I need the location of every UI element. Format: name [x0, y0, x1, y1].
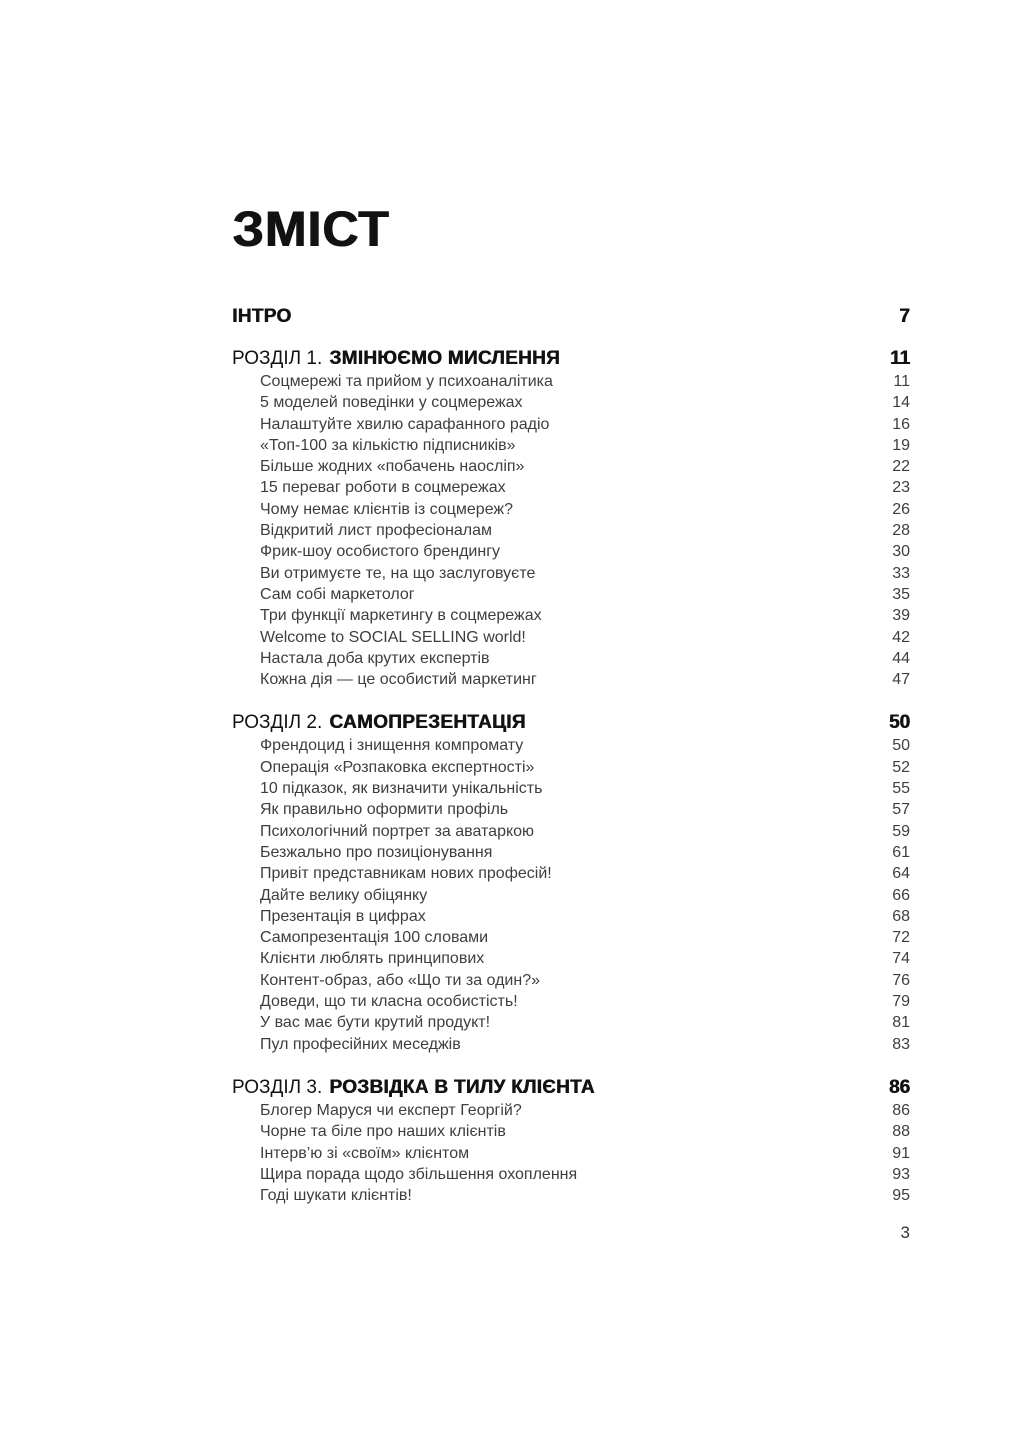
toc-entry	[232, 970, 910, 991]
toc-entry	[232, 520, 910, 541]
toc-entry-label: Як правильно оформити профіль	[260, 801, 509, 819]
toc-entry	[232, 456, 910, 477]
toc-entry-page-number: 14	[892, 394, 910, 412]
toc-entry	[232, 735, 910, 756]
toc-entry-page-number: 64	[892, 865, 910, 883]
toc-entry-page-number: 61	[892, 843, 910, 861]
toc-entry-page-number: 33	[892, 564, 910, 582]
toc-content	[232, 0, 910, 1206]
toc-entry-label: Welcome to SOCIAL SELLING world!	[260, 628, 526, 646]
toc-entry-label: Презентація в цифрах	[260, 907, 426, 925]
toc-entry-page-number: 55	[892, 780, 910, 798]
toc-entry-page-number: 59	[892, 822, 910, 840]
toc-entry-page-number: 74	[892, 950, 910, 968]
toc-entry	[232, 927, 910, 948]
toc-entry	[232, 1121, 910, 1142]
toc-entry	[232, 842, 910, 863]
toc-entry-label: 15 переваг роботи в соцмережах	[260, 479, 506, 497]
toc-entry	[232, 778, 910, 799]
toc-entry	[232, 1034, 910, 1055]
chapter-title: САМОПРЕЗЕНТАЦІЯ	[329, 712, 526, 734]
toc-entry-page-number: 95	[892, 1187, 910, 1205]
intro-label: ІНТРО	[232, 306, 292, 327]
toc-entry-page-number: 28	[892, 522, 910, 540]
toc-entry-page-number: 22	[892, 458, 910, 476]
toc-entry	[232, 605, 910, 626]
toc-entry	[232, 563, 910, 584]
chapters-container	[232, 347, 910, 1206]
toc-entry-label: Френдоцид і знищення компромату	[260, 737, 524, 755]
toc-entry	[232, 799, 910, 820]
toc-entry-label: «Топ-100 за кількістю підписників»	[260, 436, 516, 454]
toc-entry-label: Блогер Маруся чи експерт Георгій?	[260, 1101, 522, 1119]
toc-entry-label: Дайте велику обіцянку	[260, 886, 428, 904]
toc-entry	[232, 371, 910, 392]
toc-entry	[232, 757, 910, 778]
intro-page-number: 7	[899, 306, 910, 327]
toc-entry	[232, 1012, 910, 1033]
chapter-heading-row	[232, 1076, 910, 1100]
toc-entry-label: Відкритий лист професіоналам	[260, 522, 493, 540]
toc-entry-page-number: 57	[892, 801, 910, 819]
toc-entry-page-number: 42	[892, 628, 910, 646]
toc-entry-page-number: 76	[892, 971, 910, 989]
toc-entry-label: Безжально про позиціонування	[260, 843, 493, 861]
toc-entry	[232, 499, 910, 520]
chapter-items	[232, 371, 910, 690]
toc-entry-label: Настала доба крутих експертів	[260, 649, 490, 667]
chapter-page-number: 11	[889, 348, 910, 369]
toc-entry-label: Інтерв’ю зі «своїм» клієнтом	[260, 1144, 470, 1162]
chapter-number-label: РОЗДІЛ 1.	[232, 348, 323, 369]
toc-chapter	[232, 347, 910, 690]
toc-entry	[232, 1185, 910, 1206]
toc-entry-page-number: 19	[892, 436, 910, 454]
toc-entry	[232, 885, 910, 906]
toc-entry-page-number: 91	[892, 1144, 910, 1162]
toc-entry-page-number: 26	[892, 500, 910, 518]
toc-entry-label: 10 підказок, як визначити унікальність	[260, 780, 543, 798]
toc-entry-label: Годі шукати клієнтів!	[260, 1187, 412, 1205]
toc-entry-label: Чорне та біле про наших клієнтів	[260, 1123, 506, 1141]
toc-entry-label: Соцмережі та прийом у психоаналітика	[260, 373, 553, 390]
toc-entry	[232, 477, 910, 498]
chapter-heading-text	[232, 1076, 595, 1100]
toc-entry-label: Пул професійних меседжів	[260, 1035, 461, 1053]
toc-entry-label: Доведи, що ти класна особистість!	[260, 993, 518, 1011]
toc-entry	[232, 948, 910, 969]
toc-entry-page-number: 23	[892, 479, 910, 497]
page-footer	[901, 1222, 910, 1244]
toc-entry-page-number: 72	[892, 929, 910, 947]
toc-entry-page-number: 30	[892, 543, 910, 561]
toc-entry-page-number: 50	[892, 737, 910, 755]
chapter-heading-text	[232, 347, 560, 371]
toc-entry-page-number: 83	[892, 1035, 910, 1053]
toc-entry-label: Чому немає клієнтів із соцмереж?	[260, 500, 514, 518]
toc-entry-label: Контент-образ, або «Що ти за один?»	[260, 971, 540, 989]
toc-entry-page-number: 44	[892, 649, 910, 667]
toc-entry	[232, 627, 910, 648]
toc-entry	[232, 991, 910, 1012]
chapter-heading-row	[232, 711, 910, 735]
toc-entry-page-number: 79	[892, 993, 910, 1011]
toc-entry-label: Психологічний портрет за аватаркою	[260, 822, 535, 840]
toc-entry-page-number: 81	[892, 1014, 910, 1032]
toc-entry-page-number: 86	[892, 1101, 910, 1119]
toc-entry-label: Три функції маркетингу в соцмережах	[260, 607, 542, 625]
chapter-title: РОЗВІДКА В ТИЛУ КЛІЄНТА	[329, 1076, 595, 1098]
toc-entry-label: Сам собі маркетолог	[260, 585, 415, 603]
toc-entry-label: Кожна дія — це особистий маркетинг	[260, 671, 537, 689]
toc-entry-label: Операція «Розпаковка експертності»	[260, 758, 535, 776]
toc-entry	[232, 863, 910, 884]
toc-entry	[232, 392, 910, 413]
toc-entry-page-number: 66	[892, 886, 910, 904]
toc-entry-page-number: 39	[892, 607, 910, 625]
toc-entry-page-number: 16	[892, 415, 910, 433]
toc-chapter	[232, 1076, 910, 1206]
toc-entry	[232, 541, 910, 562]
toc-entry-label: Налаштуйте хвилю сарафанного радіо	[260, 415, 550, 433]
toc-entry-label: У вас має бути крутий продукт!	[260, 1014, 491, 1032]
chapter-heading-row	[232, 347, 910, 371]
footer-page-number: 3	[900, 1223, 910, 1242]
toc-entry	[232, 435, 910, 456]
chapter-page-number: 50	[888, 712, 910, 734]
chapter-heading-text	[232, 711, 526, 735]
toc-entry	[232, 648, 910, 669]
toc-entry-label: Щира порада щодо збільшення охоплення	[260, 1165, 578, 1183]
toc-entry-label: Привіт представникам нових професій!	[260, 865, 552, 883]
toc-entry-intro	[232, 305, 910, 329]
toc-entry-page-number: 93	[892, 1165, 910, 1183]
toc-entry-label: Фрик-шоу особистого брендингу	[260, 543, 501, 561]
toc-entry-label: Самопрезентація 100 словами	[260, 929, 489, 947]
chapter-title: ЗМІНЮЄМО МИСЛЕННЯ	[329, 348, 560, 369]
toc-entry	[232, 414, 910, 435]
page-title: ЗМІСТ	[232, 201, 390, 257]
toc-entry-page-number: 11	[893, 373, 910, 390]
toc-entry	[232, 584, 910, 605]
chapter-page-number: 86	[888, 1076, 910, 1098]
toc-entry-page-number: 68	[892, 907, 910, 925]
chapter-items	[232, 735, 910, 1054]
toc-entry	[232, 1164, 910, 1185]
chapter-number-label: РОЗДІЛ 2.	[232, 712, 323, 734]
toc-entry-page-number: 88	[892, 1123, 910, 1141]
toc-entry	[232, 1100, 910, 1121]
toc-chapter	[232, 711, 910, 1054]
toc-entry-label: Ви отримуєте те, на що заслуговуєте	[260, 564, 536, 582]
toc-entry	[232, 906, 910, 927]
chapter-number-label: РОЗДІЛ 3.	[232, 1076, 323, 1098]
toc-entry-page-number: 35	[892, 585, 910, 603]
toc-entry-label: Більше жодних «побачень наосліп»	[260, 458, 525, 476]
toc-entry-page-number: 47	[892, 671, 910, 689]
toc-entry	[232, 821, 910, 842]
chapter-items	[232, 1100, 910, 1206]
toc-entry	[232, 669, 910, 690]
toc-entry-label: Клієнти люблять принципових	[260, 950, 485, 968]
toc-entry-label: 5 моделей поведінки у соцмережах	[260, 394, 523, 412]
toc-entry-page-number: 52	[892, 758, 910, 776]
toc-entry	[232, 1143, 910, 1164]
